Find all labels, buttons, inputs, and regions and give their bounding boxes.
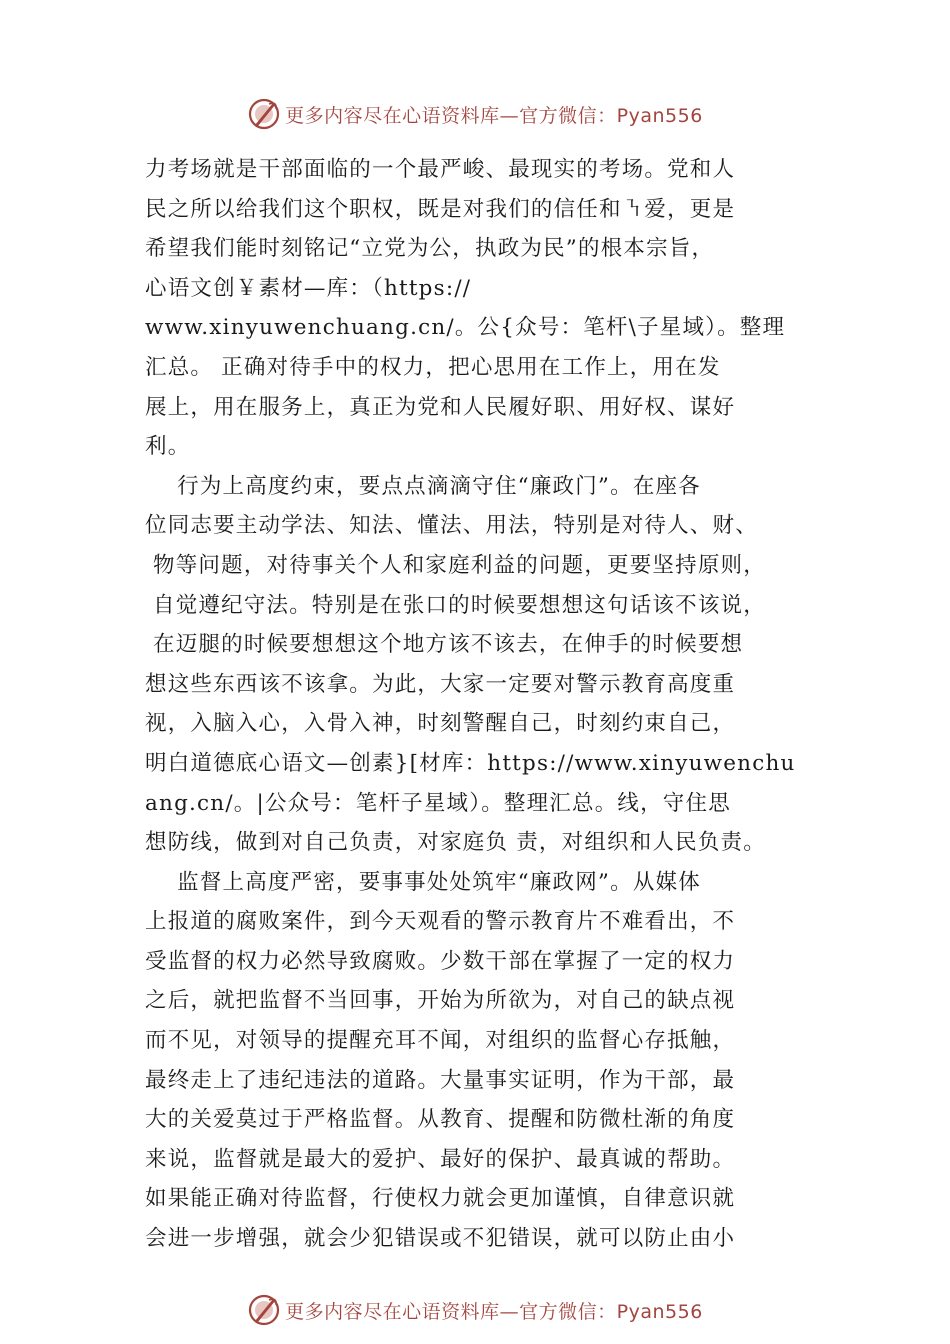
quill-seal-logo-icon (247, 97, 281, 131)
text-line: 最终走上了违纪违法的道路。大量事实证明，作为干部，最 (145, 1067, 736, 1093)
header-banner (0, 94, 950, 134)
text-line: ang.cn/。|公众号：笔杆子星域）。整理汇总。线，守住思 (145, 790, 731, 816)
text-line: 想防线，做到对自己负责，对家庭负 责，对组织和人民负责。 (145, 830, 766, 856)
text-line: 受监督的权力必然导致腐败。少数干部在掌握了一定的权力 (145, 948, 736, 974)
text-line: www.xinyuwenchuang.cn/。公{众号：笔杆\子星域）。整理 (145, 315, 786, 341)
text-line: 力考场就是干部面临的一个最严峻、最现实的考场。党和人 (145, 157, 736, 182)
text-line: 上报道的腐败案件，到今天观看的警示教育片不难看出，不 (145, 909, 736, 935)
text-line: 自觉遵纪守法。特别是在张口的时候要想想这句话该不该说， (145, 592, 766, 618)
text-line: 来说，监督就是最大的爱护、最好的保护、最真诚的帮助。 (145, 1146, 736, 1172)
text-line: 汇总。 正确对待手中的权力，把心思用在工作上，用在发 (145, 354, 721, 380)
text-line: 之后，就把监督不当回事，开始为所欲为，对自己的缺点视 (145, 988, 736, 1014)
text-line: 如果能正确对待监督，行使权力就会更加谨慎，自律意识就 (145, 1186, 736, 1212)
text-line: 而不见，对领导的提醒充耳不闻，对组织的监督心存抵触， (145, 1028, 736, 1054)
quill-seal-logo-icon (247, 1293, 281, 1327)
text-line: 行为上高度约束，要点点滴滴守住“廉政门”。在座各 (145, 473, 701, 499)
text-line: 利。 (145, 434, 191, 460)
text-line: 希望我们能时刻铭记“立党为公，执政为民”的根本宗旨， (145, 236, 715, 262)
text-line: 物等问题，对待事关个人和家庭利益的问题，更要坚持原则， (145, 552, 766, 578)
text-line: 明白道德底心语文—创素}[材库：https://www.xinyuwenchu (145, 750, 796, 776)
text-line: 监督上高度严密，要事事处处筑牢“廉政网”。从媒体 (145, 869, 701, 895)
banner-text: 更多内容尽在心语资料库—官方微信：Pyan556 (285, 1300, 703, 1323)
document-body (145, 150, 845, 1259)
text-line: 位同志要主动学法、知法、懂法、用法，特别是对待人、财、 (145, 513, 758, 539)
text-line: 民之所以给我们这个职权，既是对我们的信任和㇎爱，更是 (145, 196, 736, 222)
text-line: 展上，用在服务上，真正为党和人民履好职、用好权、谋好 (145, 394, 736, 420)
text-line: 大的关爱莫过于严格监督。从教育、提醒和防微杜渐的角度 (145, 1107, 736, 1133)
text-line: 视，入脑入心，入骨入神，时刻警醒自己，时刻约束自己， (145, 711, 736, 737)
footer-banner (0, 1290, 950, 1330)
text-line: 心语文创￥素材—库：（https:// (145, 275, 472, 301)
text-line: 想这些东西该不该拿。为此，大家一定要对警示教育高度重 (145, 671, 736, 697)
text-line: 会进一步增强，就会少犯错误或不犯错误，就可以防止由小 (145, 1226, 736, 1252)
banner-text: 更多内容尽在心语资料库—官方微信：Pyan556 (285, 104, 703, 127)
text-line: 在迈腿的时候要想想这个地方该不该去，在伸手的时候要想 (145, 632, 744, 658)
